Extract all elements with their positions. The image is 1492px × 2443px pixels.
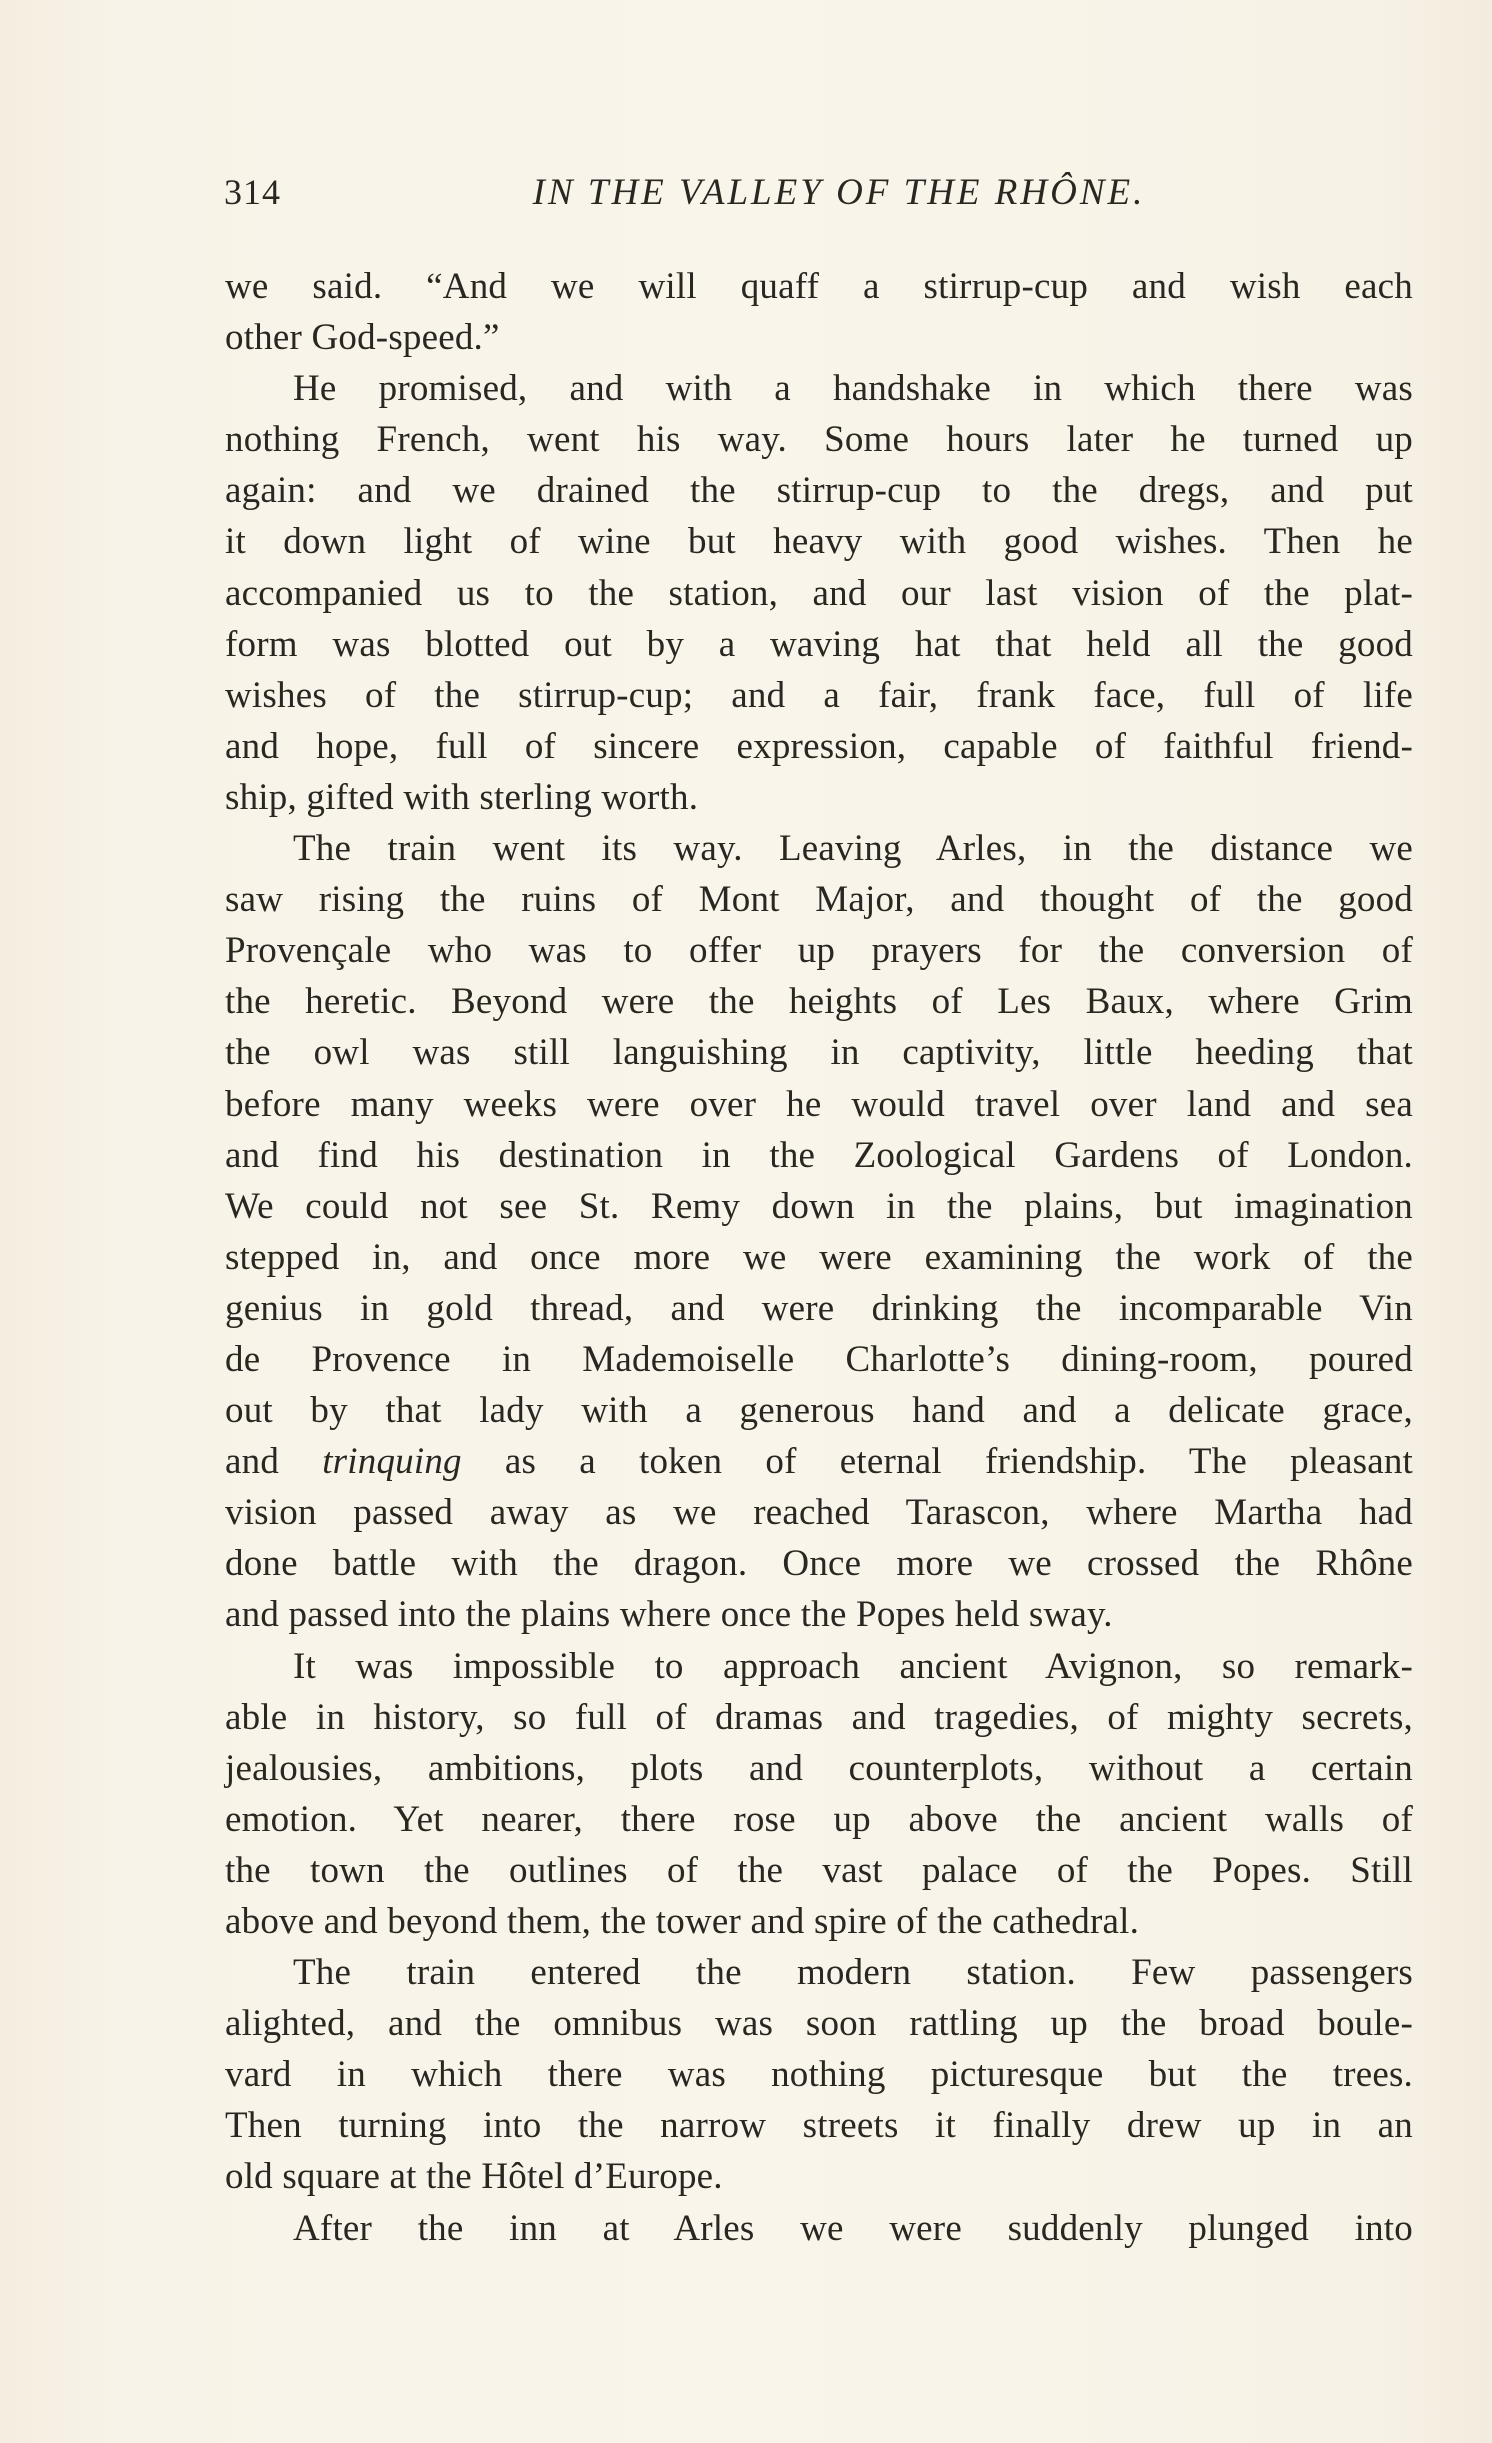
text-line: vision passed away as we reached Tarascon, where Martha had bbox=[225, 1492, 1413, 1534]
text-line: The train went its way. Leaving Arles, in the distance we bbox=[293, 828, 1413, 870]
text-line: After the inn at Arles we were suddenly plunged into bbox=[293, 2207, 1413, 2249]
text-line: emotion. Yet nearer, there rose up above the ancient walls of bbox=[225, 1798, 1413, 1840]
text-line: nothing French, went his way. Some hours later he turned up bbox=[225, 419, 1413, 461]
text-line: above and beyond them, the tower and spire of the cathedral. bbox=[225, 1901, 1140, 1942]
text-line: out by that lady with a generous hand and a delicate grace, bbox=[225, 1390, 1413, 1432]
text-line: before many weeks were over he would travel over land and sea bbox=[225, 1083, 1413, 1125]
body-text bbox=[225, 261, 1413, 2254]
text-segment: as a token of eternal friendship. The pleasant bbox=[461, 1441, 1414, 1483]
text-line: able in history, so full of dramas and tragedies, of mighty secrets, bbox=[225, 1696, 1413, 1738]
running-head bbox=[224, 165, 1414, 225]
running-title: IN THE VALLEY OF THE RHÔNE. bbox=[532, 172, 1146, 213]
text-line: form was blotted out by a waving hat that held all the good bbox=[225, 623, 1413, 665]
text-line: wishes of the stirrup-cup; and a fair, frank face, full of life bbox=[225, 674, 1413, 716]
text-line: it down light of wine but heavy with good wishes. Then he bbox=[225, 521, 1413, 563]
page-number: 314 bbox=[224, 172, 281, 212]
text-line: the town the outlines of the vast palace of the Popes. Still bbox=[225, 1849, 1413, 1891]
text-line: other God-speed.” bbox=[225, 317, 500, 359]
text-line: old square at the Hôtel d’Europe. bbox=[225, 2156, 723, 2198]
text-line: de Provence in Mademoiselle Charlotte’s dining-room, poured bbox=[225, 1338, 1413, 1380]
text-line: again: and we drained the stirrup-cup to the dregs, and put bbox=[225, 470, 1413, 512]
text-line: the heretic. Beyond were the heights of Les Baux, where Grim bbox=[225, 981, 1413, 1023]
text-line bbox=[225, 1436, 1413, 1487]
text-line: and hope, full of sincere expression, capable of faithful friend- bbox=[225, 725, 1413, 767]
text-line: and passed into the plains where once the Popes held sway. bbox=[225, 1594, 1113, 1636]
text-line: accompanied us to the station, and our last vision of the plat- bbox=[225, 572, 1413, 614]
text-line: vard in which there was nothing picturesque but the trees. bbox=[225, 2054, 1413, 2096]
text-line: stepped in, and once more we were examining the work of the bbox=[225, 1236, 1413, 1278]
text-line: jealousies, ambitions, plots and counterplots, without a certain bbox=[225, 1747, 1413, 1789]
text-line: It was impossible to approach ancient Avignon, so remark- bbox=[293, 1645, 1413, 1687]
text-line: ship, gifted with sterling worth. bbox=[225, 776, 699, 818]
text-line: we said. “And we will quaff a stirrup-cup and wish each bbox=[225, 266, 1413, 307]
text-line: We could not see St. Remy down in the plains, but imagination bbox=[225, 1185, 1413, 1227]
text-line: saw rising the ruins of Mont Major, and thought of the good bbox=[225, 879, 1413, 921]
text-line: alighted, and the omnibus was soon rattling up the broad boule- bbox=[225, 2003, 1413, 2045]
text-line: the owl was still languishing in captivity, little heeding that bbox=[225, 1032, 1413, 1074]
italic-word: trinquing bbox=[322, 1441, 462, 1483]
text-line: Provençale who was to offer up prayers for the conversion of bbox=[225, 930, 1413, 972]
text-line: The train entered the modern station. Few passengers bbox=[293, 1952, 1413, 1994]
text-segment: and bbox=[225, 1441, 323, 1483]
text-line: He promised, and with a handshake in which there was bbox=[293, 368, 1413, 410]
text-line: and find his destination in the Zoological Gardens of London. bbox=[225, 1134, 1413, 1176]
text-line: genius in gold thread, and were drinking the incomparable Vin bbox=[225, 1287, 1413, 1329]
text-line: Then turning into the narrow streets it finally drew up in an bbox=[225, 2105, 1413, 2147]
text-line: done battle with the dragon. Once more we crossed the Rhône bbox=[225, 1543, 1413, 1585]
